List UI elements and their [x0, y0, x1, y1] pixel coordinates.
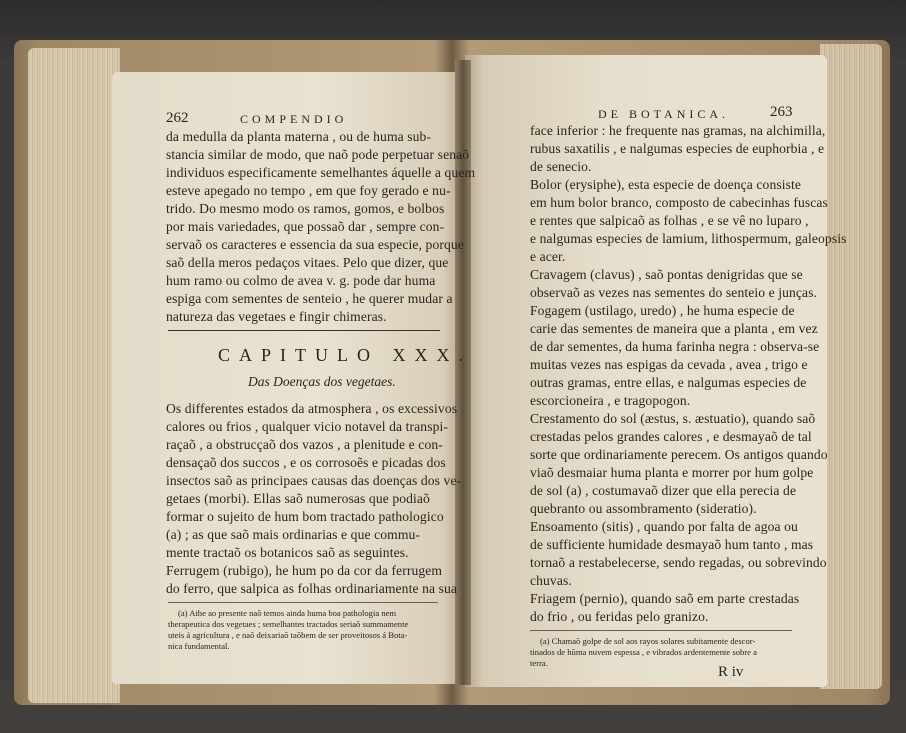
right-body-line: e rentes que salpicaõ as folhas , e se vê no luparo ,: [530, 213, 809, 228]
left-body-line: Os differentes estados da atmosphera , os excessivos: [166, 401, 458, 416]
right-body-line: e acer.: [530, 249, 566, 264]
right-body-line: de senecio.: [530, 159, 592, 174]
left-running-head: COMPENDIO: [240, 112, 348, 126]
right-body-line: Fogagem (ustilago, uredo) , he huma especie de: [530, 303, 795, 318]
left-body-line: mente tractaõ os botanicos saõ as seguintes.: [166, 545, 409, 560]
right-body-line: chuvas.: [530, 573, 572, 588]
right-body-line: crestadas pelos grandes calores , e desmayaõ de tal: [530, 429, 812, 444]
right-body-line: Cravagem (clavus) , saõ pontas denigridas que se: [530, 267, 803, 282]
page-edges-left: [28, 48, 120, 703]
left-text-line: da medulla da planta materna , ou de huma sub-: [166, 129, 432, 144]
left-body-line: do ferro, que salpica as folhas ordinariamente na sua: [166, 581, 458, 596]
right-body-line: observaõ as vezes nas sementes do senteio e junças.: [530, 285, 818, 300]
left-body-line: densaçaõ dos succos , e os corrosoẽs e picadas dos: [166, 455, 446, 470]
right-body-line: Ensoamento (sitis) , quando por falta de agoa ou: [530, 519, 798, 534]
left-body-line: calores ou frios , qualquer vicio notavel da transpi-: [166, 419, 448, 434]
right-page-number: 263: [770, 104, 793, 120]
left-text-line: hum ramo ou colmo de avea v. g. pode dar huma: [166, 273, 436, 288]
left-text-line: stancia similar de modo, que naõ pode perpetuar senaõ: [166, 147, 470, 162]
left-body-line: (a) ; as que saõ mais ordinarias e que commu-: [166, 527, 421, 542]
right-body-line: sorte que ordinariamente perecem. Os antigos quando: [530, 447, 828, 462]
left-text-line: trido. Do mesmo modo os ramos, gomos, e bolbos: [166, 201, 445, 216]
right-body-line: de dar sementes, da huma farinha negra : observa-se: [530, 339, 820, 354]
left-body-line: raçaõ , a obstrucçaõ dos vazos , a plenitude e con-: [166, 437, 443, 452]
left-footnote-line: uteis á agricultura , e naõ deixariaõ taõbem de ser proveitosos á Bota-: [168, 630, 408, 640]
right-body-line: Friagem (pernio), quando saõ em parte crestadas: [530, 591, 800, 606]
left-body-line: Ferrugem (rubigo), he hum po da cor da ferrugem: [166, 563, 443, 578]
left-body-line: insectos saõ as principaes causas das doenças dos ve-: [166, 473, 462, 488]
left-text-line: servaõ os caracteres e essencia da sua especie, porque: [166, 237, 464, 252]
signature-mark: R iv: [718, 664, 744, 680]
right-body-line: outras gramas, entre ellas, e nalgumas especies de: [530, 375, 807, 390]
page-edges-right: [820, 44, 882, 689]
right-body-line: Crestamento do sol (æstus, s. æstuatio), quando saõ: [530, 411, 816, 426]
section-rule: [168, 330, 440, 331]
left-text-line: espiga com sementes de senteio , he querer mudar a: [166, 291, 453, 306]
left-text-line: por mais variedades, que possaõ dar , sempre con-: [166, 219, 445, 234]
right-body-line: do frio , ou feridas pelo granizo.: [530, 609, 709, 624]
right-body-line: Bolor (erysiphe), esta especie de doença consiste: [530, 177, 802, 192]
chapter-title: CAPITULO XXX.: [218, 345, 472, 365]
right-body-line: de sol (a) , costumavaõ dizer que ella perecia de: [530, 483, 797, 498]
left-text-line: natureza das vegetaes e fingir chimeras.: [166, 309, 387, 324]
left-body-line: formar o sujeito de hum bom tractado pathologico: [166, 509, 444, 524]
right-body-line: tornaõ a restabelecerse, sendo regadas, ou sobrevindo: [530, 555, 827, 570]
footnote-rule: [168, 602, 438, 603]
left-body-line: getaes (morbi). Ellas saõ numerosas que podiaõ: [166, 491, 430, 506]
left-footnote-line: (a) Athe ao presente naõ temos ainda huma boa pathologia nem: [178, 608, 397, 618]
right-running-head: DE BOTANICA.: [598, 107, 730, 121]
right-body-line: face inferior : he frequente nas gramas, na alchimilla,: [530, 123, 826, 138]
right-footnote-line: tinados de hũma nuvem espessa , e vibrados ardentemente sobre a: [530, 647, 757, 657]
left-text-line: esteve apegado no tempo , em que foy gerado e nu-: [166, 183, 451, 198]
left-page-number: 262: [166, 110, 189, 126]
right-body-line: carie das sementes de maneira que a planta , em vez: [530, 321, 818, 336]
left-footnote-line: therapeutica dos vegetaes ; semelhantes tractados seriaõ summamente: [168, 619, 409, 629]
right-body-line: e nalgumas especies de lamium, lithospermum, galeopsis: [530, 231, 847, 246]
right-body-line: quebranto ou assombramento (sideratio).: [530, 501, 757, 516]
right-footnote-line: (a) Chamaõ golpe de sol aos rayos solares subitamente descor-: [540, 636, 756, 646]
right-body-line: muitas vezes nas espigas da cevada , avea , trigo e: [530, 357, 808, 372]
footnote-rule: [530, 630, 792, 631]
right-footnote-line: terra.: [530, 658, 548, 668]
left-text-line: individuos especificamente semelhantes áquelle a quem: [166, 165, 476, 180]
left-text-line: saõ della meros pedaços vitaes. Pelo que dizer, que: [166, 255, 449, 270]
right-body-line: rubus saxatilis , e nalgumas especies de euphorbia , e: [530, 141, 825, 156]
right-body-line: viaõ desmaiar huma planta e morrer por hum golpe: [530, 465, 814, 480]
right-body-line: em hum bolor branco, composto de cabecinhas fuscas: [530, 195, 828, 210]
chapter-subtitle: Das Doenças dos vegetaes.: [248, 374, 396, 389]
right-body-line: de sufficiente humidade desmayaõ hum tanto , mas: [530, 537, 814, 552]
right-body-line: escorcioneira , e tragopogon.: [530, 393, 691, 408]
left-footnote-line: nica fundamental.: [168, 641, 230, 651]
